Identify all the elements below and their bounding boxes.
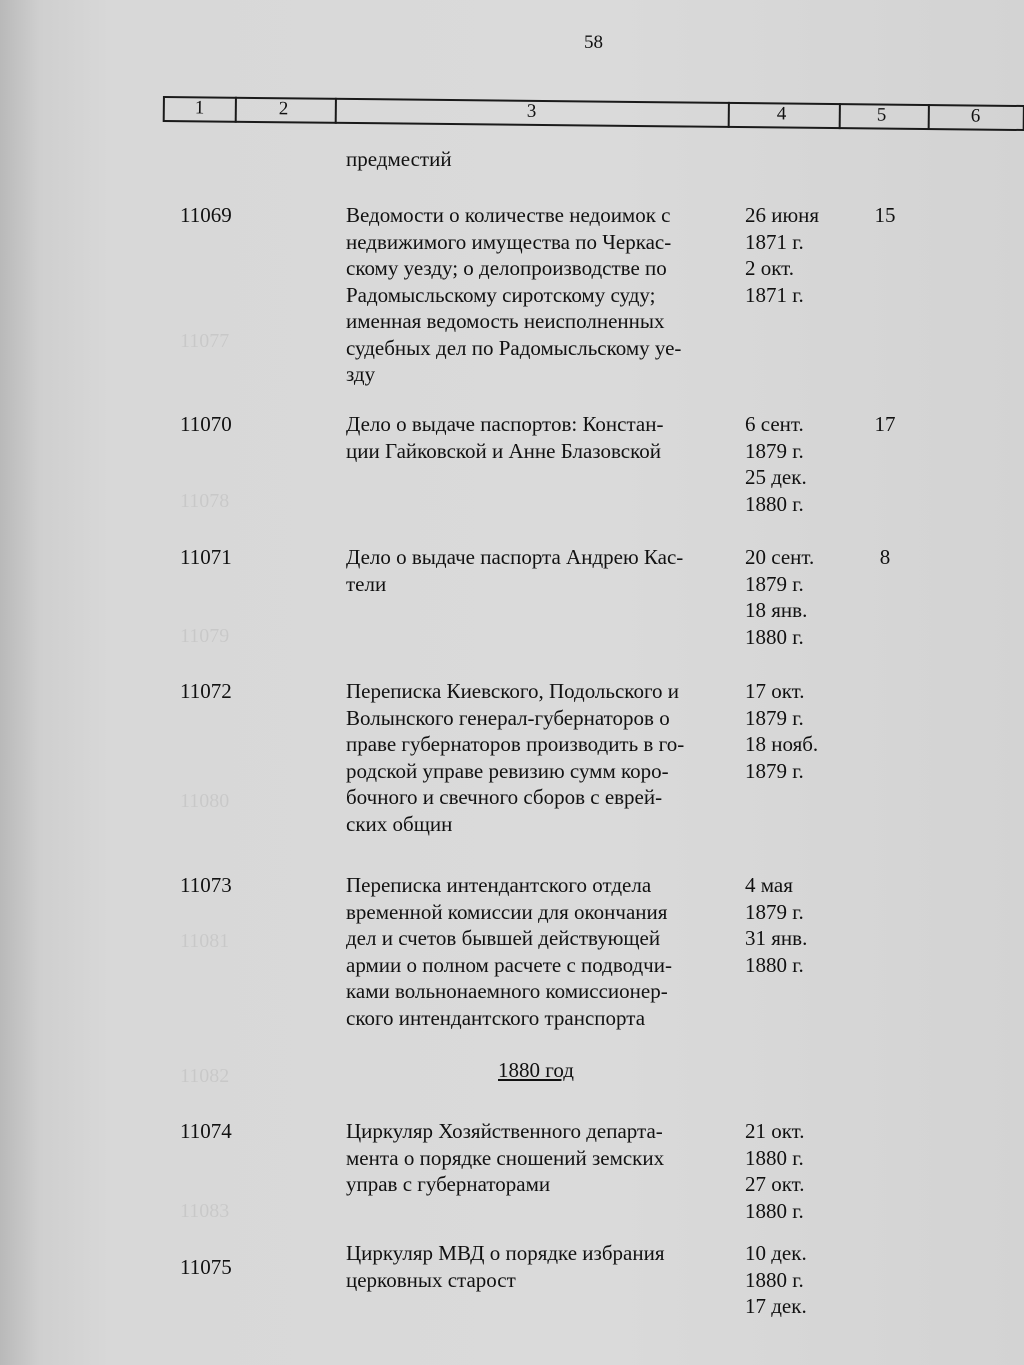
entry-dates [745,1240,807,1320]
column-header-frame [163,96,1024,131]
entry-number: 11073 [180,873,232,897]
entry-title-line: мента о порядке сношений земских [346,1145,665,1170]
column-divider [235,97,237,123]
bleed-through-text: 11078 [180,490,230,512]
entry-title-line: ского интендантского транспорта [346,1005,646,1030]
entry-date-line: 26 июня [745,203,820,227]
entry-title [346,544,736,597]
column-header-row [163,92,1023,135]
continuation-text: предместий [346,147,452,171]
entry-date-line: 21 окт. [745,1119,805,1143]
entry-date-line: 2 окт. [745,256,795,280]
entry-title-line: ками вольнонаемного комиссионер- [346,979,668,1003]
entry-title-line: родской управе ревизию сумм коро- [346,758,669,783]
entry-title-line: церковных старост [346,1267,516,1292]
entry-number: 11070 [180,412,232,436]
entry-date-line: 1879 г. [745,899,804,924]
entry-date-line: 6 сент. [745,412,804,436]
entry-date-line: 1880 г. [745,1145,804,1170]
entry-date-line: 17 дек. [745,1294,807,1318]
entry-title-line: тели [346,571,387,596]
bleed-through-text: 11079 [180,625,230,647]
entry-number: 11074 [180,1119,232,1143]
entry-title-line: недвижимого имущества по Черкас- [346,229,672,254]
entry-date-line: 1879 г. [745,705,804,730]
column-header-2: 2 [278,98,289,120]
bleed-through-text: 11077 [180,330,230,352]
entry-date-line: 1880 г. [745,624,804,649]
entry-number: 11071 [180,545,232,569]
entry-sheet-count: 15 [874,203,896,227]
entry-title [346,411,736,464]
bleed-through-text: 11081 [180,930,230,952]
entry-title-line: Циркуляр Хозяйственного департа- [346,1119,663,1143]
entry-date-line: 20 сент. [745,545,815,569]
entry-title-line: ских общин [346,811,453,836]
entry-date-line: 1880 г. [745,952,804,977]
entry-date-line: 10 дек. [745,1241,807,1265]
entry-date-line: 1879 г. [745,758,804,783]
entry-dates [745,1118,805,1224]
column-divider [728,102,730,128]
entry-title-line: Дело о выдаче паспорта Андрею Кас- [346,545,684,569]
entry-title-line: судебных дел по Радомысльскому уе- [346,335,682,360]
entry-date-line: 1871 г. [745,229,804,254]
bleed-through-text: 11083 [180,1200,230,1222]
entry-title [346,202,736,388]
entry-title-line: Переписка Киевского, Подольского и [346,679,680,703]
entry-title-line: Переписка интендантского отдела [346,873,652,897]
entry-date-line: 1871 г. [745,282,804,307]
column-header-3: 3 [526,100,537,122]
column-divider [335,98,337,124]
bleed-through-text: 11082 [180,1065,230,1087]
column-header-5: 5 [876,104,887,126]
entry-title-line: дел и счетов бывшей действующей [346,926,661,950]
entry-title-line: Дело о выдаче паспортов: Констан- [346,412,664,436]
entry-title-line: праве губернаторов производить в го- [346,732,685,756]
entry-date-line: 25 дек. [745,465,807,489]
column-header-6: 6 [970,105,981,127]
column-header-4: 4 [776,103,787,125]
entry-title [346,1240,736,1293]
entry-title-line: Радомысльскому сиротскому суду; [346,282,656,307]
entry-date-line: 18 нояб. [745,732,819,756]
entry-dates [745,544,814,650]
entry-title [346,678,736,837]
page-number: 58 [584,32,603,53]
entry-date-line: 17 окт. [745,679,805,703]
entry-title [346,1118,736,1198]
entry-title-line: скому уезду; о делопроизводстве по [346,256,667,280]
entry-title-line: армии о полном расчете с подводчи- [346,952,672,977]
year-heading: 1880 год [498,1058,574,1082]
entry-title-line: ции Гайковской и Анне Блазовской [346,438,661,463]
entry-date-line: 1880 г. [745,491,804,516]
entry-title-line: Ведомости о количестве недоимок с [346,203,671,227]
entry-number: 11075 [180,1255,232,1279]
entry-dates [745,202,819,308]
entry-date-line: 31 янв. [745,926,808,950]
entry-number: 11069 [180,203,232,227]
entry-title-line: временной комиссии для окончания [346,899,668,924]
entry-date-line: 1880 г. [745,1267,804,1292]
entry-date-line: 1879 г. [745,438,804,463]
entry-dates [745,411,807,517]
entry-title-line: именная ведомость неисполненных [346,309,665,333]
column-header-1: 1 [194,97,205,119]
bleed-through-text: 11080 [180,790,230,812]
entry-date-line: 1880 г. [745,1198,804,1223]
entry-number: 11072 [180,679,232,703]
column-divider [839,103,841,129]
entry-sheet-count: 8 [879,545,891,569]
entry-date-line: 1879 г. [745,571,804,596]
entry-title [346,872,736,1031]
entry-dates [745,872,807,978]
entry-title-line: бочного и свечного сборов с еврей- [346,785,663,809]
entry-date-line: 27 окт. [745,1172,805,1196]
entry-date-line: 4 мая [745,873,793,897]
entry-sheet-count: 17 [874,412,896,436]
entry-dates [745,678,818,784]
entry-title-line: Волынского генерал-губернаторов о [346,705,670,730]
entry-date-line: 18 янв. [745,598,808,622]
entry-title-line: зду [346,362,376,386]
entry-title-line: Циркуляр МВД о порядке избрания [346,1241,665,1265]
column-divider [928,104,930,130]
entry-title-line: управ с губернаторами [346,1172,551,1196]
